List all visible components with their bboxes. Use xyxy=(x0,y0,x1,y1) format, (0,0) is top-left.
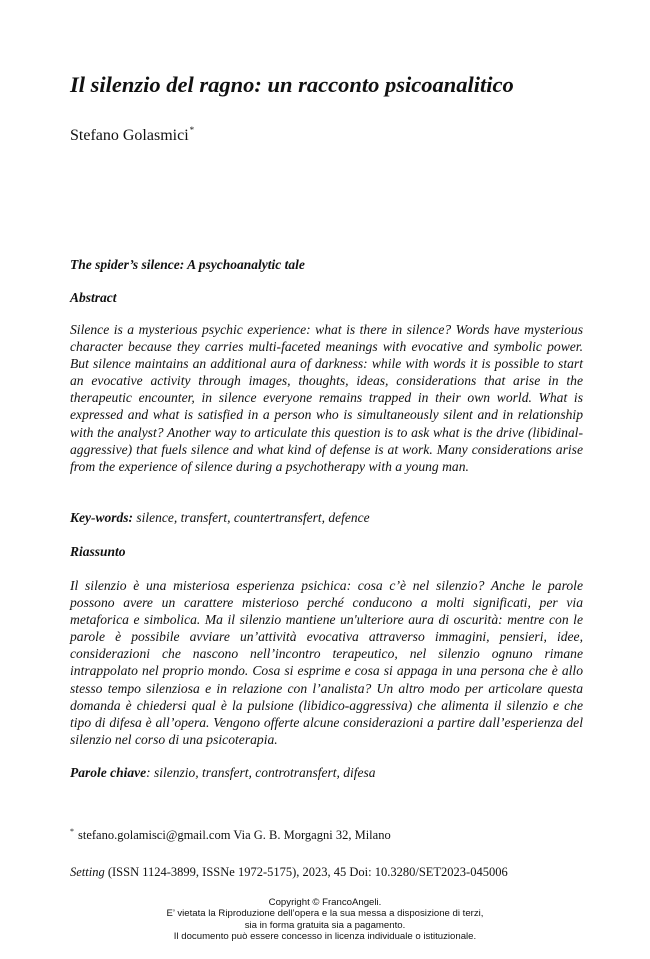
english-title: The spider’s silence: A psychoanalytic tale xyxy=(70,257,305,272)
footnote xyxy=(70,824,391,843)
copyright-notice xyxy=(0,897,650,943)
riassunto-heading: Riassunto xyxy=(70,544,126,559)
copyright-line-2: E’ vietata la Riproduzione dell’opera e la sua messa a disposizione di terzi, xyxy=(166,908,484,920)
copyright-line-4: Il documento può essere concesso in licenza individuale o istituzionale. xyxy=(173,931,477,943)
abstract-text: Silence is a mysterious psychic experience: what is there in silence? Words have mysterious character because they carries multi-faceted meanings with evocative and symbolic power. But silence maintains an additional aura of darkness: while with words it is possible to start an evocative activity through images, thoughts, ideas, considerations that arise in the therapeutic encounter, in silence everyone remains trapped in their own world. What is expressed and what is satisfied in a person who is simultaneously silent and in relationship with the analyst? Another way to articulate this question is to ask what is the drive (libidinal-aggressive) that fuels silence and what kind of defense is at work. Many considerations arise from the experience of silence during a psychotherapy with a young man. xyxy=(70,322,583,474)
citation-line xyxy=(70,864,508,880)
author-name: Stefano Golasmici xyxy=(70,127,189,144)
author-footnote-marker: * xyxy=(189,125,195,135)
riassunto-text: Il silenzio è una misteriosa esperienza psichica: cosa c’è nel silenzio? Anche le parole possono avere un carattere misterioso perché conducono a molti significati, per via metaforica e simbolica. Ma il silenzio mantiene un'ulteriore aura di oscurità: mentre con le parole è possibile avviare un’attività evocativa attraverso immagini, pensieri, idee, considerazioni che nascono nell’incontro terapeutico, nel silenzio ognuno rimane intrappolato nel proprio mondo. Cosa si esprime e cosa si appaga in una persona che è allo stesso tempo silenziosa e in relazione con l’analista? Un altro modo per articolare questa domanda è chiedersi qual è la pulsione (libidico-aggressiva) che alimenta il silenzio e che tipo di difesa è all’opera. Vengono offerte alcune considerazioni a partire dall’esperienza del silenzio nel corso di una psicoterapia. xyxy=(70,578,583,747)
parole-chiave-label: Parole chiave xyxy=(70,765,147,780)
article-title: Il silenzio del ragno: un racconto psicoanalitico xyxy=(70,72,514,97)
parole-chiave-values: : silenzio, transfert, controtransfert, difesa xyxy=(146,765,376,780)
journal-name: Setting xyxy=(70,865,105,879)
copyright-line-3: sia in forma gratuita sia a pagamento. xyxy=(244,919,406,931)
keywords-values: silence, transfert, countertransfert, defence xyxy=(133,510,370,525)
footnote-marker: * xyxy=(70,827,74,836)
keywords-line xyxy=(70,509,370,527)
author-line xyxy=(70,119,194,147)
parole-chiave-line xyxy=(70,764,375,782)
abstract-heading: Abstract xyxy=(70,290,117,305)
citation-details: (ISSN 1124-3899, ISSNe 1972-5175), 2023, 45 Doi: 10.3280/SET2023-045006 xyxy=(104,865,508,879)
copyright-line-1: Copyright © FrancoAngeli. xyxy=(268,897,382,908)
footnote-text: stefano.golamisci@gmail.com Via G. B. Morgagni 32, Milano xyxy=(78,828,391,842)
keywords-label: Key-words: xyxy=(70,510,133,525)
